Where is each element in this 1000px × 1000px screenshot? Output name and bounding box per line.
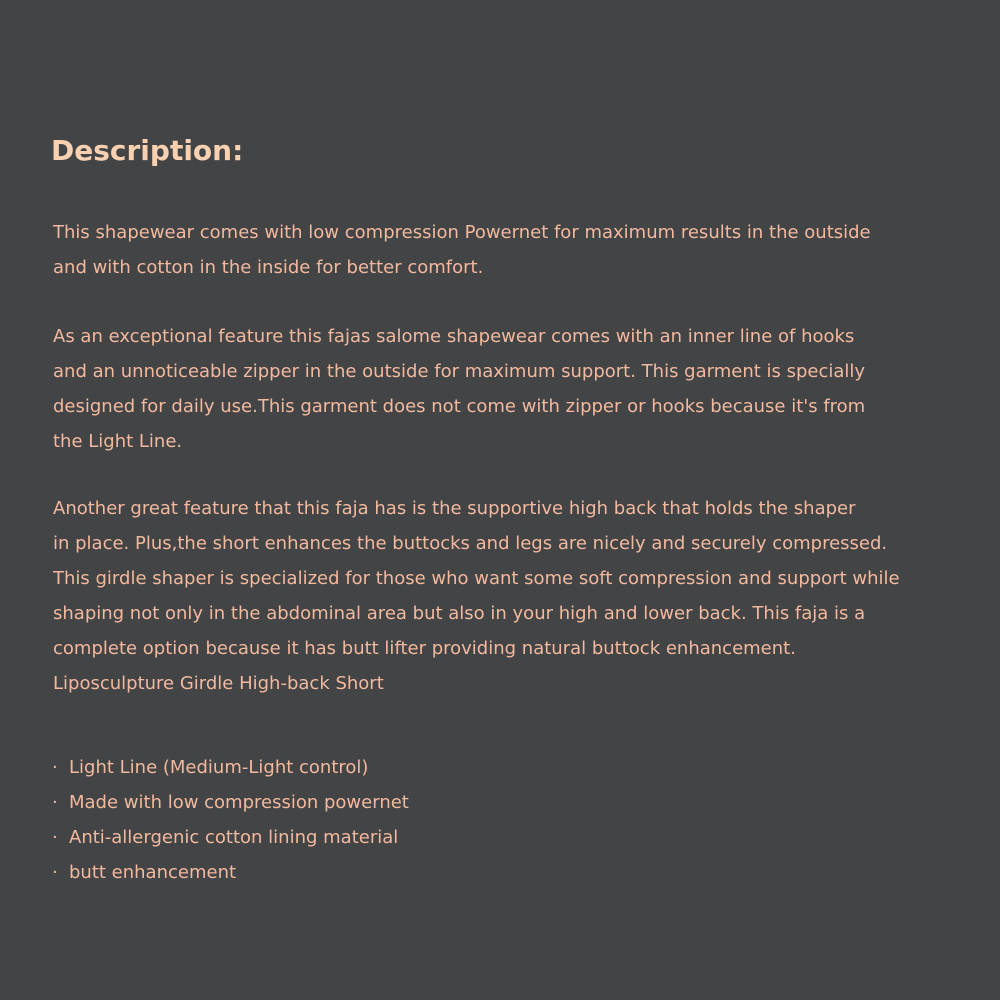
paragraph-features (53, 319, 978, 459)
paragraph-line: and with cotton in the inside for better comfort. (53, 257, 484, 278)
paragraph-line: complete option because it has butt lifter providing natural buttock enhancement. (53, 638, 796, 659)
feature-bullet (50, 820, 409, 855)
description-heading: Description: (51, 134, 244, 167)
feature-text: Anti-allergenic cotton lining material (69, 827, 399, 848)
paragraph-material (53, 215, 978, 285)
feature-text: butt enhancement (69, 862, 237, 883)
paragraph-benefits (53, 491, 978, 701)
feature-bullet (50, 750, 409, 785)
paragraph-line: and an unnoticeable zipper in the outside for maximum support. This garment is specially (53, 361, 866, 382)
paragraph-line: This girdle shaper is specialized for those who want some soft compression and support while (53, 568, 900, 589)
bullet-marker: · (52, 827, 58, 848)
paragraph-line: in place. Plus,the short enhances the buttocks and legs are nicely and securely compressed. (53, 533, 888, 554)
bullet-marker: · (52, 792, 58, 813)
feature-text: Made with low compression powernet (69, 792, 409, 813)
bullet-marker: · (52, 757, 58, 778)
bullet-marker: · (52, 862, 58, 883)
paragraph-line: This shapewear comes with low compression Powernet for maximum results in the outside (53, 222, 871, 243)
paragraph-line: shaping not only in the abdominal area but also in your high and lower back. This faja is a (53, 603, 866, 624)
paragraph-line: the Light Line. (53, 431, 183, 452)
paragraph-line: Another great feature that this faja has is the supportive high back that holds the shaper (53, 498, 856, 519)
paragraph-line: Liposculpture Girdle High-back Short (53, 673, 384, 694)
feature-text: Light Line (Medium-Light control) (69, 757, 369, 778)
paragraph-line: designed for daily use.This garment does not come with zipper or hooks because it's from (53, 396, 866, 417)
paragraph-line: As an exceptional feature this fajas salome shapewear comes with an inner line of hooks (53, 326, 855, 347)
feature-bullet (50, 855, 409, 890)
feature-bullet-list (50, 750, 409, 890)
feature-bullet (50, 785, 409, 820)
